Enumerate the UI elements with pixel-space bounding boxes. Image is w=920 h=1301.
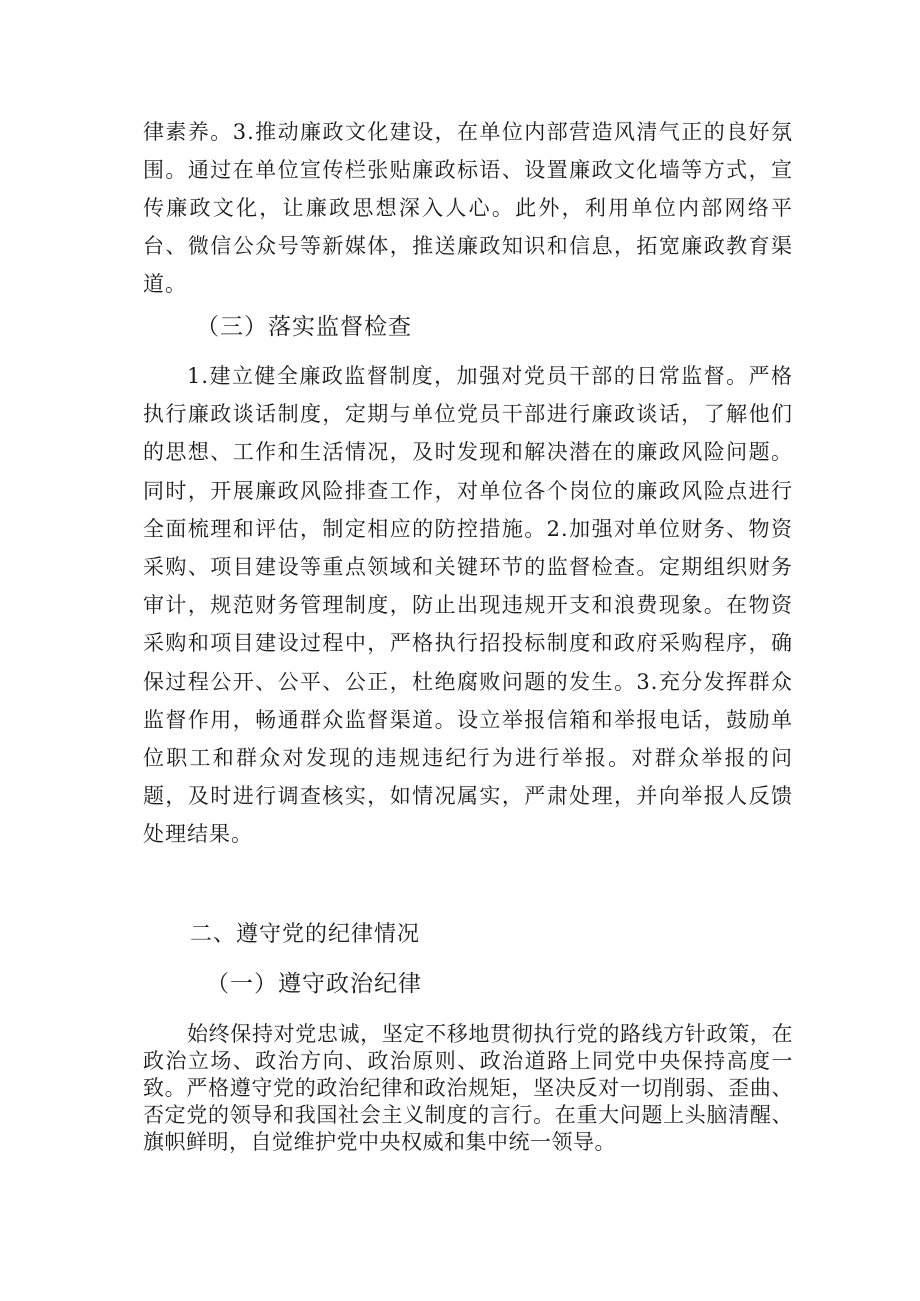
subheading-supervision: （三）落实监督检查 [196,314,412,340]
subheading-political-discipline: （一）遵守政治纪律 [206,971,422,997]
paragraph-discipline-culture: 律素养。3.推动廉政文化建设，在单位内部营造风清气正的良好氛围。通过在单位宣传栏张贴廉政标语、设置廉政文化墙等方式，宣传廉政文化，让廉政思想深入人心。此外，利用单位内部网络平台、微信公众号等新媒体，推送廉政知识和信息，拓宽廉政教育渠道。 [143,120,793,296]
paragraph-political-discipline: 始终保持对党忠诚，坚定不移地贯彻执行党的路线方针政策，在政治立场、政治方向、政治原则、政治道路上同党中央保持高度一致。严格遵守党的政治纪律和政治规矩，坚决反对一切削弱、歪曲、否定党的领导和我国社会主义制度的言行。在重大问题上头脑清醒、旗帜鲜明，自觉维护党中央权威和集中统一领导。 [143,1022,793,1154]
section-heading-party-discipline: 二、遵守党的纪律情况 [190,922,421,947]
paragraph-supervision: 1.建立健全廉政监督制度，加强对党员干部的日常监督。严格执行廉政谈话制度，定期与单位党员干部进行廉政谈话，了解他们的思想、工作和生活情况，及时发现和解决潜在的廉政风险问题。同时，开展廉政风险排查工作，对单位各个岗位的廉政风险点进行全面梳理和评估，制定相应的防控措施。2.加强对单位财务、物资采购、项目建设等重点领域和关键环节的监督检查。定期组织财务审计，规范财务管理制度，防止出现违规开支和浪费现象。在物资采购和项目建设过程中，严格执行招投标制度和政府采购程序，确保过程公开、公平、公正，杜绝腐败问题的发生。3.充分发挥群众监督作用，畅通群众监督渠道。设立举报信箱和举报电话，鼓励单位职工和群众对发现的违规违纪行为进行举报。对群众举报的问题，及时进行调查核实，如情况属实，严肃处理，并向举报人反馈处理结果。 [143,364,793,847]
